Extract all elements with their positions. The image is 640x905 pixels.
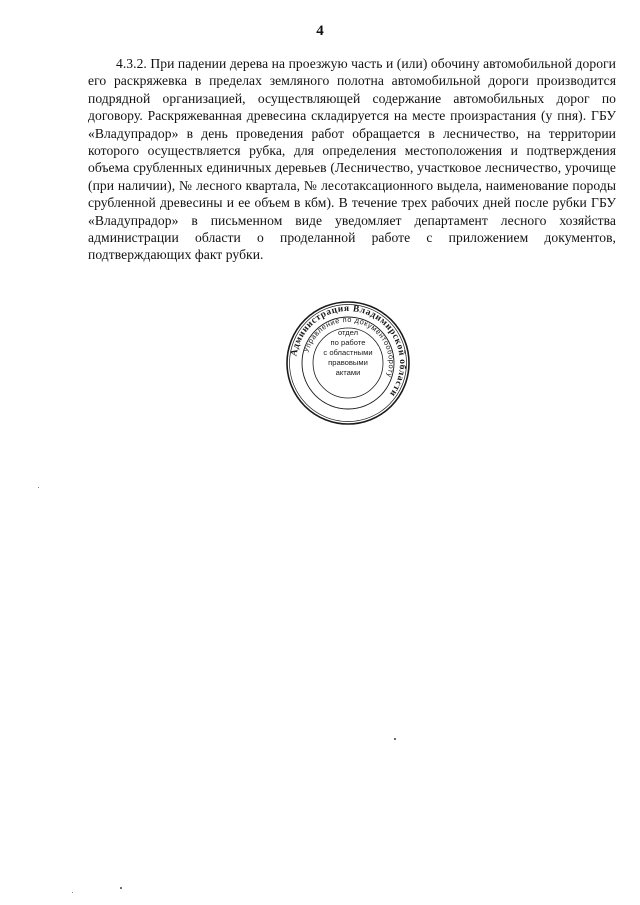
scan-speck (38, 487, 39, 488)
seal-middle-text: Управление по документообороту (301, 314, 397, 379)
seal-line-4: правовыми (328, 358, 368, 367)
seal-line-2: по работе (330, 338, 366, 347)
scan-speck (394, 738, 396, 740)
seal-line-3: с областными (323, 348, 373, 357)
official-seal (285, 300, 411, 426)
seal-line-5: актами (335, 368, 361, 377)
seal-outer-text: Администрация Владимирской области (289, 303, 408, 399)
seal-center-text (309, 328, 387, 378)
scan-speck (120, 887, 122, 889)
page-number: 4 (316, 23, 324, 39)
scan-speck (72, 892, 73, 893)
body-paragraph: 4.3.2. При падении дерева на проезжую часть и (или) обочину автомобильной дороги его раскряжевка в пределах земляного полотна автомобильной дороги производится подрядной организацией, осуществляющей содержание автомобильных дорог по договору. Раскряжеванная древесина складируется на месте произрастания (у пня). ГБУ «Владупрадор» в день проведения работ обращается в лесничество, на территории которого осуществляется рубка, для определения местоположения и подтверждения объема срубленных единичных деревьев (Лесничество, участковое лесничество, урочище (при наличии), № лесного квартала, № лесотаксационного выдела, наименование породы срубленной древесины и ее объем в кбм). В течение трех рабочих дней после рубки ГБУ «Владупрадор» в письменном виде уведомляет департамент лесного хозяйства администрации области о проделанной работе с приложением документов, подтверждающих факт рубки. (88, 56, 616, 263)
seal-line-1: отдел (337, 328, 359, 337)
